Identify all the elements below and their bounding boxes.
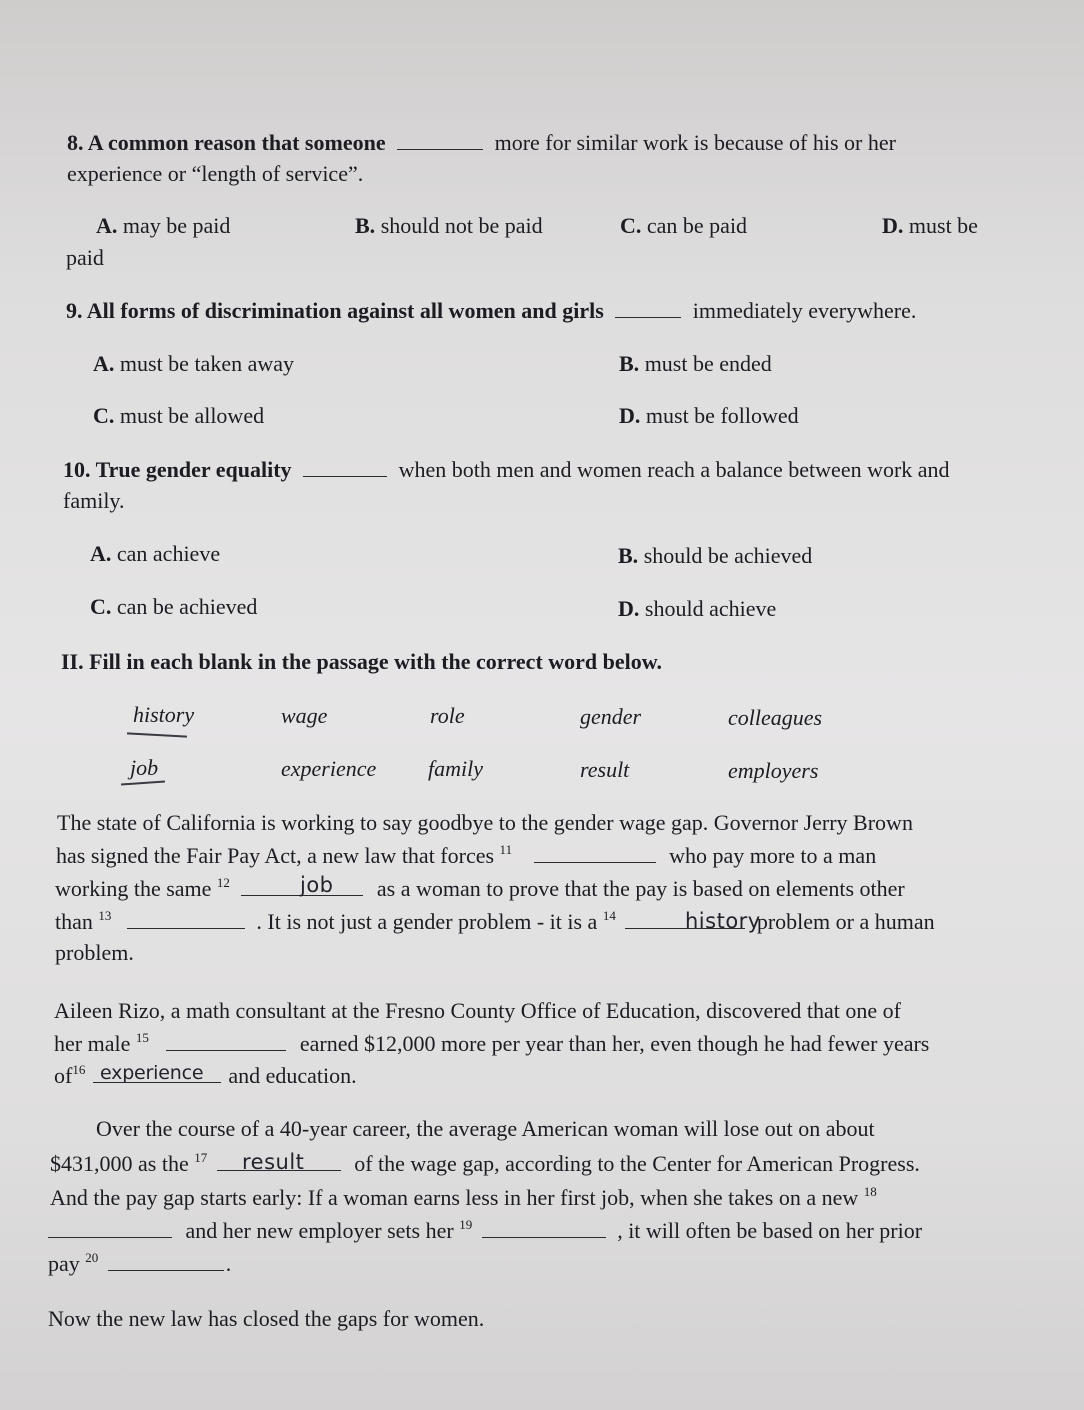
q10-option-a[interactable]: A. can achieve bbox=[90, 541, 221, 566]
word-bank-gender: gender bbox=[580, 704, 642, 729]
q10-option-c[interactable]: C. can be achieved bbox=[90, 594, 258, 619]
blank-number-14: 14 bbox=[602, 908, 616, 923]
passage-p1-line2: has signed the Fair Pay Act, a new law that forces $^{11}$ who pay more to a man bbox=[56, 842, 877, 868]
blank-number-12: 12 bbox=[216, 875, 230, 890]
q10-stem-line2: family. bbox=[63, 488, 125, 513]
blank-15[interactable] bbox=[166, 1049, 286, 1051]
passage-p1-line3: working the same $^{12}$ as a woman to prove that the pay is based on elements other bbox=[55, 875, 905, 901]
blank-19[interactable] bbox=[482, 1236, 606, 1238]
passage-p2-line3: $of^{16}$ and education. bbox=[54, 1062, 357, 1088]
q9-option-c[interactable]: C. must be allowed bbox=[93, 403, 265, 428]
passage-p2-line2: her male $^{15}$ earned $12,000 more per year than her, even though he had fewer years bbox=[54, 1030, 930, 1056]
q8-option-a[interactable]: A. may be paid bbox=[96, 213, 231, 238]
passage-p1-line1: The state of California is working to say goodbye to the gender wage gap. Governor Jerry Brown bbox=[57, 810, 913, 835]
q8-option-d[interactable]: D. must be bbox=[882, 213, 978, 238]
passage-p3-line1: Over the course of a 40-year career, the average American woman will lose out on about bbox=[96, 1116, 875, 1141]
q8-stem-line2: experience or “length of service”. bbox=[67, 161, 364, 186]
word-bank-role: role bbox=[430, 703, 465, 728]
passage-p3-line2: $431,000 as the $^{17}$ of the wage gap, according to the Center for American Progress. bbox=[50, 1150, 920, 1176]
q9-text-part1: 9. All forms of discrimination against all women and girls bbox=[66, 298, 604, 323]
word-bank-history: history bbox=[133, 702, 195, 727]
answer-17-handwritten: result bbox=[242, 1150, 305, 1174]
q10-stem-line1 bbox=[63, 457, 950, 483]
q8-option-d-continued: paid bbox=[66, 245, 104, 270]
answer-12-handwritten: job bbox=[300, 873, 334, 897]
answer-16-handwritten: experience bbox=[100, 1062, 204, 1084]
q9-option-a[interactable]: A. must be taken away bbox=[93, 351, 294, 376]
word-bank-wage: wage bbox=[281, 703, 328, 728]
passage-p3-line5: pay $^{20}$ . bbox=[48, 1250, 232, 1276]
blank-number-13: 13 bbox=[98, 908, 112, 923]
blank-number-16: 16 bbox=[72, 1062, 86, 1077]
q8-text-part2: more for similar work is because of his or her bbox=[494, 130, 896, 155]
passage-p3-line3: And the pay gap starts early: If a woman earns less in her first job, when she takes on a new $^{18}$ bbox=[50, 1184, 877, 1210]
q8-text-part1: 8. A common reason that someone bbox=[67, 130, 386, 155]
answer-14-handwritten: history bbox=[685, 909, 761, 933]
q8-option-b[interactable]: B. should not be paid bbox=[355, 213, 543, 238]
q10-option-b[interactable]: B. should be achieved bbox=[618, 543, 813, 568]
blank-number-17: 17 bbox=[194, 1150, 208, 1165]
q9-text-part2: immediately everywhere. bbox=[692, 298, 917, 323]
word-bank-employers: employers bbox=[728, 758, 819, 783]
blank-11[interactable] bbox=[534, 861, 656, 863]
passage-p4-line1: Now the new law has closed the gaps for women. bbox=[48, 1306, 485, 1331]
passage-p3-line4: and her new employer sets her $^{19}$ , it will often be based on her prior bbox=[48, 1217, 922, 1244]
passage-p1-line5: problem. bbox=[55, 940, 134, 965]
q10-option-d[interactable]: D. should achieve bbox=[618, 596, 777, 621]
q8-blank[interactable] bbox=[397, 148, 483, 150]
blank-number-19: 19 bbox=[459, 1217, 473, 1232]
q9-stem bbox=[66, 298, 916, 324]
word-bank-result: result bbox=[580, 757, 630, 782]
blank-20[interactable] bbox=[108, 1269, 224, 1271]
word-bank-job: job bbox=[130, 755, 159, 780]
word-bank-family: family bbox=[428, 756, 483, 781]
pencil-underline-job bbox=[121, 780, 165, 785]
pencil-underline-history bbox=[127, 732, 187, 737]
passage-p1-line4: than $^{13}$ . It is not just a gender problem - it is a $^{14}$ problem or a human bbox=[55, 908, 935, 934]
blank-number-20: 20 bbox=[85, 1250, 99, 1265]
blank-number-15: 15 bbox=[135, 1030, 149, 1045]
passage-p2-line1: Aileen Rizo, a math consultant at the Fresno County Office of Education, discovered that one of bbox=[54, 998, 901, 1023]
section2-heading: II. Fill in each blank in the passage with the correct word below. bbox=[61, 649, 662, 674]
q9-option-d[interactable]: D. must be followed bbox=[619, 403, 799, 428]
blank-number-11: 11 bbox=[499, 842, 513, 857]
q8-stem-line1 bbox=[67, 130, 896, 156]
q8-option-c[interactable]: C. can be paid bbox=[620, 213, 748, 238]
q10-text-part2: when both men and women reach a balance between work and bbox=[398, 457, 950, 482]
q9-blank[interactable] bbox=[615, 316, 681, 318]
blank-18[interactable] bbox=[48, 1236, 172, 1238]
q10-text-part1: 10. True gender equality bbox=[63, 457, 292, 482]
blank-number-18: 18 bbox=[863, 1184, 877, 1199]
word-bank-experience: experience bbox=[281, 756, 377, 781]
blank-13[interactable] bbox=[127, 927, 245, 929]
q10-blank[interactable] bbox=[303, 475, 387, 477]
q9-option-b[interactable]: B. must be ended bbox=[619, 351, 772, 376]
word-bank-colleagues: colleagues bbox=[728, 705, 823, 730]
